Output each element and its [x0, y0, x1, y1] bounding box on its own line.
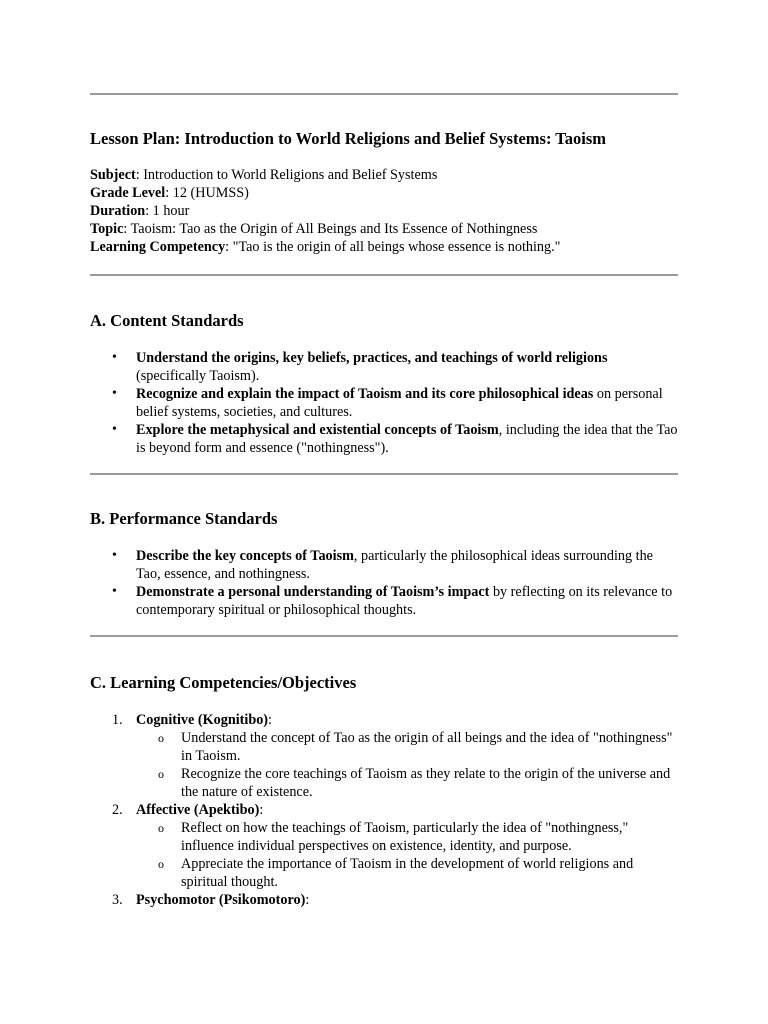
list-item-bold: Describe the key concepts of Taoism [136, 548, 354, 564]
list-item [90, 891, 678, 909]
section-heading-performance-standards: B. Performance Standards [90, 509, 278, 528]
page-title: Lesson Plan: Introduction to World Religions and Belief Systems: Taoism [90, 129, 607, 148]
list-item [90, 349, 678, 385]
list-item [90, 711, 678, 801]
sub-list-item-text: Appreciate the importance of Taoism in the development of world religions and spiritual thought. [181, 856, 634, 890]
sub-list [136, 819, 678, 891]
list-item-bold: Psychomotor (Psikomotoro) [136, 892, 306, 908]
bullet-icon: • [112, 386, 117, 401]
bullet-icon: • [112, 350, 117, 365]
grade-level-value: : 12 (HUMSS) [165, 185, 249, 201]
grade-level-line [90, 184, 690, 202]
list-item-text: , including the idea that the Tao is beyond form and essence ("nothingness"). [136, 422, 678, 456]
list-item-bold: Demonstrate a personal understanding of Taoism’s impact [136, 584, 490, 600]
horizontal-rule [90, 274, 678, 276]
sub-list-item-text: Understand the concept of Tao as the origin of all beings and the idea of "nothingness" in Taoism. [181, 730, 673, 764]
list-item-bold: Explore the metaphysical and existential concepts of Taoism [136, 422, 499, 438]
horizontal-rule [90, 93, 678, 95]
sub-list-item-text: Recognize the core teachings of Taoism as they relate to the origin of the universe and the nature of existence. [181, 766, 671, 800]
grade-level-label: Grade Level [90, 185, 166, 201]
learning-competency-label: Learning Competency [90, 239, 226, 255]
sub-list [136, 729, 678, 801]
duration-line [90, 202, 690, 220]
objectives-list [90, 711, 678, 909]
topic-label: Topic [90, 221, 124, 237]
list-item-bold: Affective (Apektibo) [136, 802, 260, 818]
circle-bullet-icon: o [158, 731, 164, 745]
sub-list-item [136, 819, 678, 855]
performance-standards-list [90, 547, 678, 619]
list-item-bold: Understand the origins, key beliefs, practices, and teachings of world religions [136, 350, 608, 366]
list-item [90, 547, 678, 583]
list-item-text: by reflecting on its relevance to contemporary spiritual or philosophical thoughts. [136, 584, 673, 618]
list-item-text: : [305, 892, 310, 908]
subject-label: Subject [90, 167, 136, 183]
list-item [90, 583, 678, 619]
circle-bullet-icon: o [158, 821, 164, 835]
learning-competency-line [90, 238, 690, 256]
duration-value: : 1 hour [145, 203, 190, 219]
duration-label: Duration [90, 203, 146, 219]
learning-competency-value: : "Tao is the origin of all beings whose essence is nothing." [225, 239, 561, 255]
list-item-text: : [259, 802, 264, 818]
circle-bullet-icon: o [158, 857, 164, 871]
list-item-text: , particularly the philosophical ideas surrounding the Tao, essence, and nothingness. [136, 548, 653, 582]
subject-line [90, 166, 690, 184]
list-item [90, 801, 678, 891]
bullet-icon: • [112, 422, 117, 437]
content-standards-list [90, 349, 678, 457]
lesson-metadata [90, 166, 690, 256]
horizontal-rule [90, 473, 678, 475]
list-number: 2. [112, 802, 123, 818]
list-item-bold: Cognitive (Kognitibo) [136, 712, 269, 728]
bullet-icon: • [112, 584, 117, 599]
list-item-bold: Recognize and explain the impact of Taoism and its core philosophical ideas [136, 386, 594, 402]
topic-line [90, 220, 690, 238]
horizontal-rule [90, 635, 678, 637]
circle-bullet-icon: o [158, 767, 164, 781]
bullet-icon: • [112, 548, 117, 563]
sub-list-item [136, 855, 678, 891]
list-item-text: (specifically Taoism). [136, 368, 260, 384]
subject-value: : Introduction to World Religions and Belief Systems [135, 167, 438, 183]
section-heading-objectives: C. Learning Competencies/Objectives [90, 673, 357, 692]
list-item-text: : [268, 712, 272, 728]
list-item-text: on personal belief systems, societies, and cultures. [136, 386, 663, 420]
sub-list-item [136, 765, 678, 801]
sub-list-item [136, 729, 678, 765]
sub-list-item-text: Reflect on how the teachings of Taoism, particularly the idea of "nothingness," influence individual perspectives on existence, identity, and purpose. [181, 820, 629, 854]
list-item [90, 385, 678, 421]
list-item [90, 421, 678, 457]
section-heading-content-standards: A. Content Standards [90, 311, 244, 330]
topic-value: : Taoism: Tao as the Origin of All Beings and Its Essence of Nothingness [123, 221, 538, 237]
list-number: 1. [112, 712, 123, 728]
list-number: 3. [112, 892, 123, 908]
